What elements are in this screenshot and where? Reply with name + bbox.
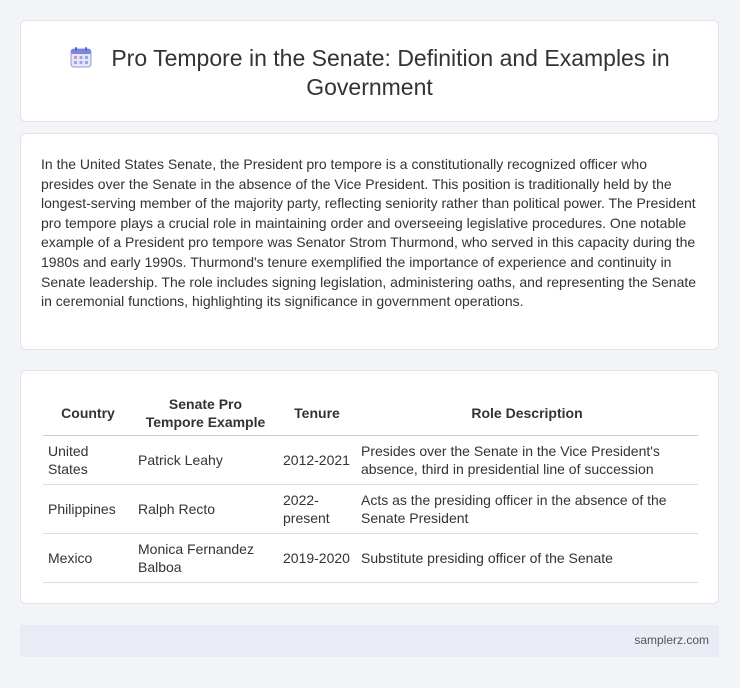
cell-role: Substitute presiding officer of the Senate [356,534,698,583]
table-row [43,485,698,534]
title-wrap [21,44,718,102]
cell-role: Presides over the Senate in the Vice President's absence, third in presidential line of succession [356,436,698,485]
cell-country: United States [43,436,133,485]
pro-tempore-table [43,391,698,583]
cell-example: Patrick Leahy [133,436,278,485]
cell-tenure: 2019-2020 [278,534,356,583]
page-title: Pro Tempore in the Senate: Definition and Examples in Government [111,45,670,100]
header-tenure: Tenure [278,391,356,436]
header-example: Senate Pro Tempore Example [133,391,278,436]
header-country: Country [43,391,133,436]
table-card [20,370,719,604]
cell-country: Mexico [43,534,133,583]
footer [20,625,719,657]
table-row [43,436,698,485]
footer-brand-link[interactable]: samplerz.com [634,633,709,647]
cell-role: Acts as the presiding officer in the absence of the Senate President [356,485,698,534]
header-role: Role Description [356,391,698,436]
summary-card [20,133,719,350]
cell-tenure: 2022-present [278,485,356,534]
cell-example: Monica Fernandez Balboa [133,534,278,583]
calendar-icon [69,45,93,69]
summary-paragraph: In the United States Senate, the President pro tempore is a constitutionally recognized officer who presides over the Senate in the absence of the Vice President. This position is traditionally held by the longest-serving member of the majority party, reflecting seniority rather than political power. The President pro tempore plays a crucial role in maintaining order and overseeing legislative procedures. One notable example of a President pro tempore was Senator Strom Thurmond, who served in this capacity during the 1980s and early 1990s. Thurmond's tenure exemplified the importance of experience and continuity in Senate leadership. The role includes signing legislation, administering oaths, and representing the Senate in ceremonial functions, highlighting its significance in government operations. [41,156,697,310]
cell-example: Ralph Recto [133,485,278,534]
table-header-row [43,391,698,436]
title-card [20,20,719,122]
table-row [43,534,698,583]
cell-tenure: 2012-2021 [278,436,356,485]
cell-country: Philippines [43,485,133,534]
